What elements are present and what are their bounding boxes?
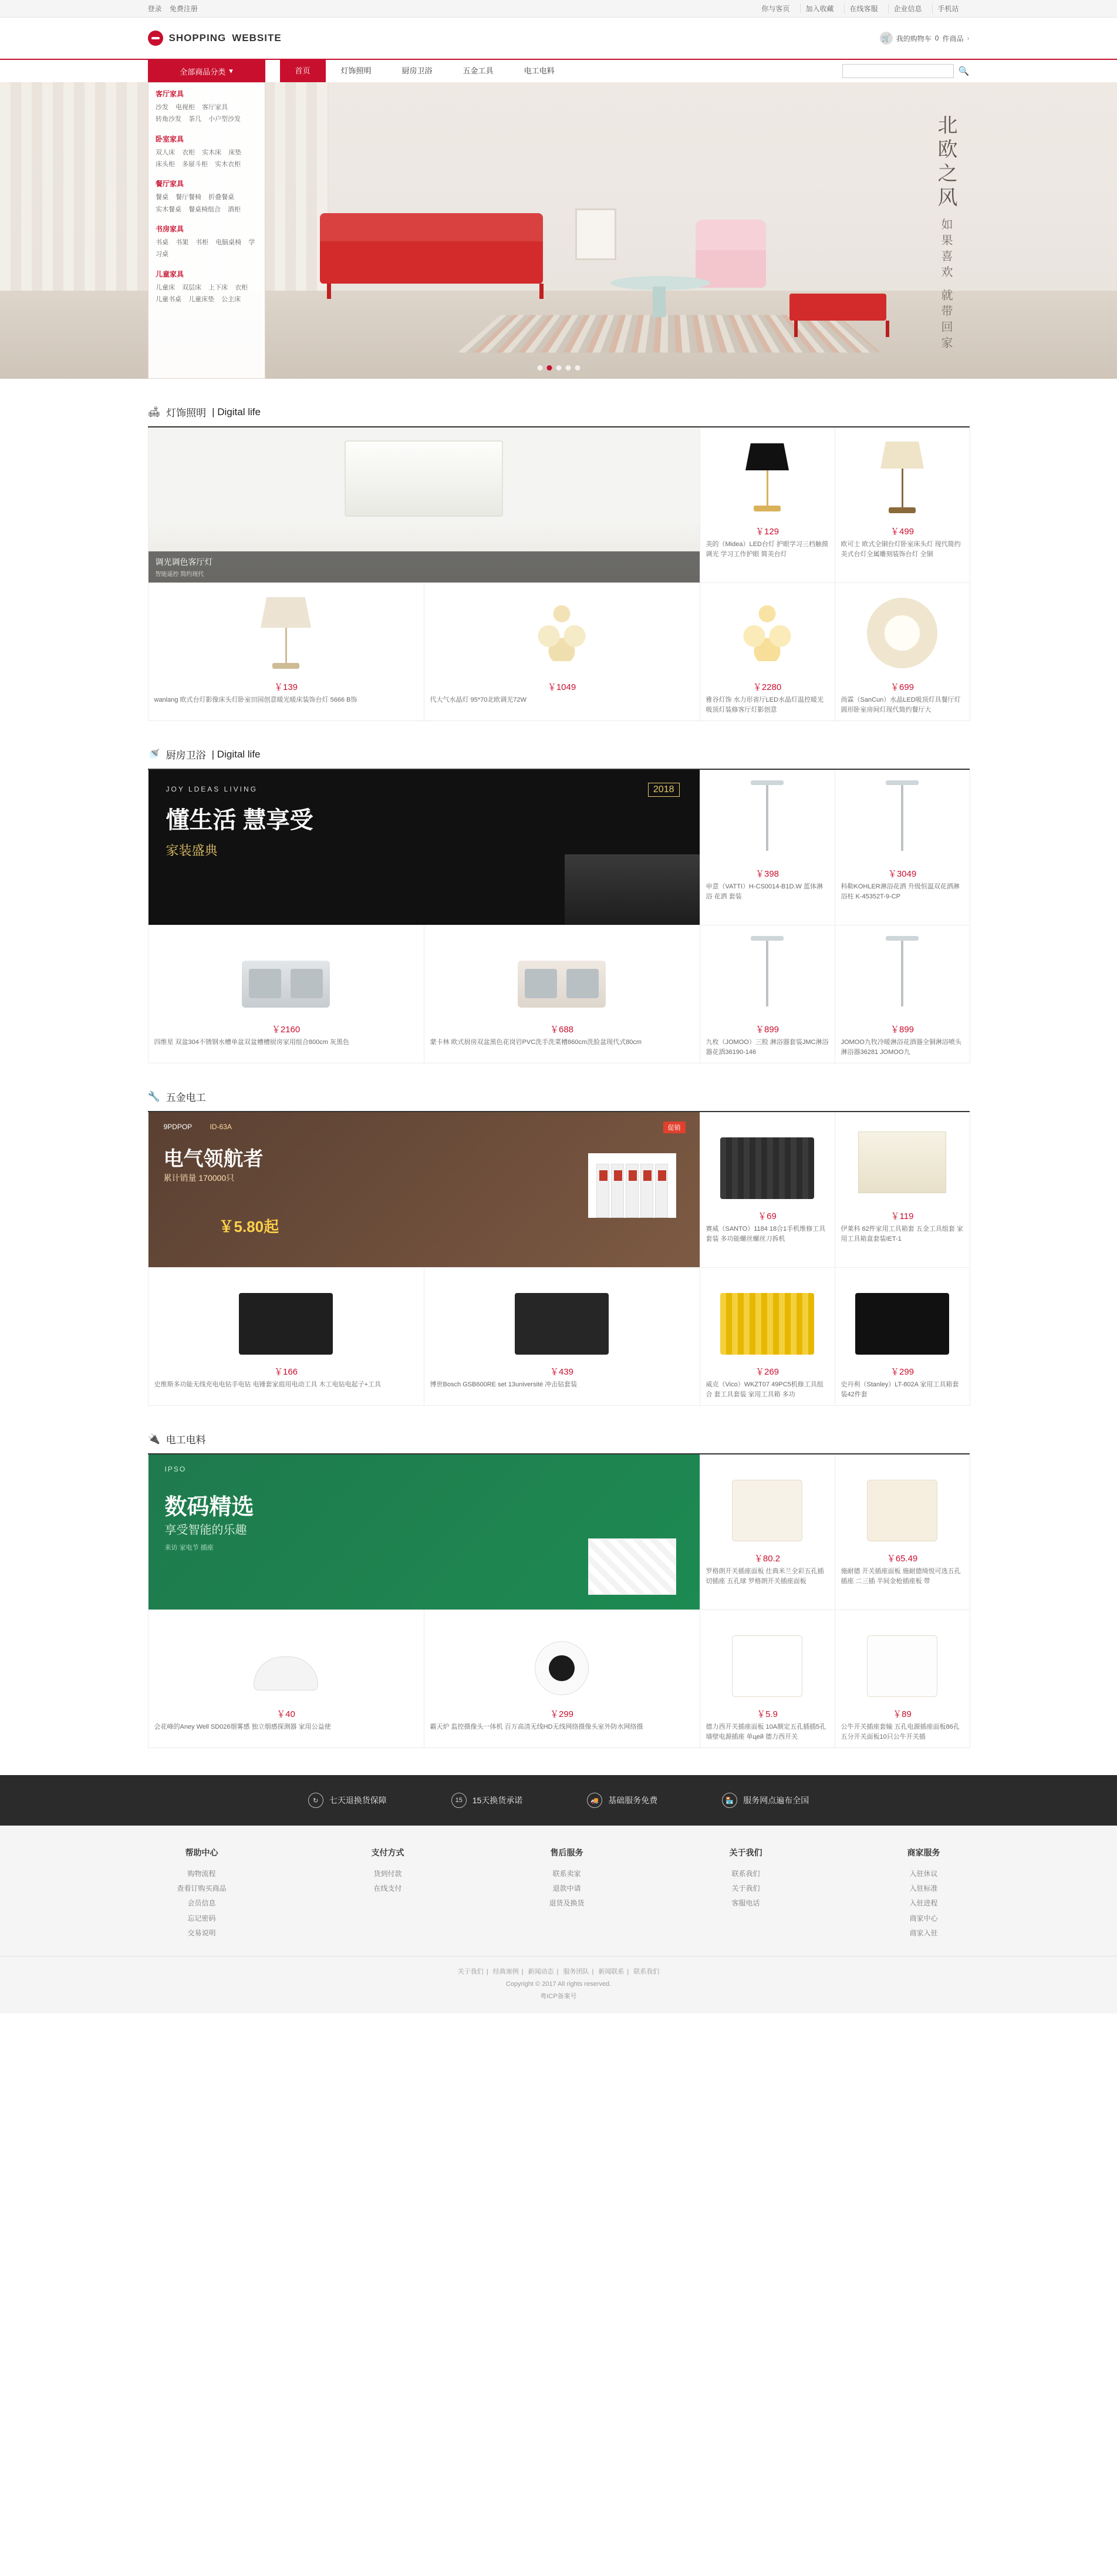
- footer-column-help: [177, 1847, 227, 1941]
- service-label: 七天退换货保障: [329, 1796, 387, 1805]
- section-header: [148, 1089, 970, 1112]
- logo-icon: [148, 31, 163, 46]
- hero-stool: [789, 294, 886, 321]
- product-description: 博世Bosch GSB600RE set 13université 冲击钻套装: [430, 1381, 578, 1388]
- login-link[interactable]: 登录: [147, 5, 162, 13]
- product-description: 美的（Midea）LED台灯 护眼学习三档触摸调光 学习工作护眼 简美台灯: [706, 541, 828, 558]
- product-image: [430, 1616, 694, 1704]
- category-link[interactable]: 床垫: [228, 149, 242, 156]
- footer-link[interactable]: 货到付款: [373, 1870, 402, 1878]
- product-image: [430, 589, 694, 677]
- footer-link[interactable]: 入驻进程: [909, 1899, 938, 1908]
- footer-column-payment: [372, 1847, 404, 1941]
- product-description: 施耐德 开关插座面板 施耐德绮悦可选五孔插座 二三插 半间金枪插座板 带: [841, 1568, 961, 1585]
- product-image: [430, 1274, 694, 1362]
- category-group-title: 卧室家具: [156, 134, 184, 143]
- product-price: ￥40: [276, 1709, 295, 1719]
- utility-link-mobile[interactable]: 手机站: [932, 4, 963, 14]
- product-price: ￥89: [893, 1709, 912, 1719]
- category-link[interactable]: 餐桌椅组合: [188, 206, 221, 213]
- product-price: ￥299: [890, 1367, 914, 1377]
- nav-item-home[interactable]: 首页: [280, 59, 326, 83]
- product-image: [154, 1274, 418, 1362]
- feature-tags: [165, 1543, 214, 1552]
- service-item[interactable]: [451, 1793, 523, 1808]
- footer-link[interactable]: 客服电话: [731, 1899, 760, 1908]
- bath-icon: 🚿: [147, 748, 160, 760]
- footer-column-about: [729, 1847, 762, 1941]
- product-description: 尚霖（SanCun）水晶LED吸顶灯具餐厅灯圆形卧室房间灯现代简约餐厅大: [841, 696, 961, 713]
- section-title: 电工电料: [166, 1435, 206, 1446]
- category-link[interactable]: 衣柜: [235, 284, 248, 291]
- utility-link-company[interactable]: 企业信息: [888, 4, 926, 14]
- footer-bottom-link[interactable]: 经典塞例: [492, 1968, 519, 1975]
- service-item[interactable]: [308, 1793, 387, 1808]
- footer-link[interactable]: 购物流程: [187, 1870, 216, 1878]
- category-link[interactable]: 学习桌: [156, 239, 255, 258]
- product-card[interactable]: [700, 770, 835, 925]
- section-kitchenbath: [148, 721, 970, 1063]
- feature-caption-sub: 智能遥控 简约现代: [155, 571, 204, 578]
- category-link[interactable]: 书柜: [195, 239, 209, 247]
- cart-icon: 🛒: [880, 32, 893, 45]
- feature-tag: 插座: [200, 1544, 214, 1551]
- category-link[interactable]: 儿童床垫: [188, 296, 215, 304]
- product-card[interactable]: [835, 427, 970, 583]
- footer-column-title: 支付方式: [371, 1848, 404, 1857]
- product-image: [706, 1274, 829, 1362]
- product-description: 科勒KOHLER淋浴花洒 升级恒温双花洒淋浴柱 K-45352T-9-CP: [841, 883, 960, 900]
- footer-column-title: 关于我们: [729, 1848, 762, 1857]
- footer-link[interactable]: 会员信息: [187, 1899, 216, 1908]
- hero-slogan: [926, 115, 964, 352]
- feature-caption-sub: 享受智能的乐趣: [164, 1524, 247, 1537]
- hero-picture-frame: [575, 208, 616, 260]
- footer-column-title: 商家服务: [907, 1848, 940, 1857]
- product-description: 雅谷灯饰 水力形省厅LED水晶灯温控暖光吸顶灯装修客厅灯影创意: [706, 696, 824, 713]
- cart-widget[interactable]: [880, 32, 970, 45]
- hero-slogan-main: 北欧之风: [934, 115, 957, 211]
- nav-item-kitchenbath[interactable]: 厨房卫浴: [401, 66, 433, 75]
- category-link[interactable]: 转角沙发: [156, 116, 181, 123]
- product-card[interactable]: [835, 1454, 970, 1610]
- product-card[interactable]: [424, 583, 700, 721]
- footer-bottom-link[interactable]: 关于我们: [457, 1968, 484, 1975]
- site-header: [0, 18, 1117, 59]
- nav-item-lighting[interactable]: 灯饰照明: [340, 66, 372, 75]
- product-description: 欧可士 欧式全铜台灯卧室床头灯 现代简约美式台灯全属雕刻装饰台灯 全铜: [841, 541, 961, 558]
- footer-link[interactable]: 商家中心: [909, 1914, 938, 1922]
- category-link[interactable]: 沙发: [156, 104, 168, 111]
- product-price: ￥166: [274, 1367, 298, 1377]
- hero-banner[interactable]: [0, 82, 1117, 379]
- category-link[interactable]: 实木衣柜: [215, 161, 241, 169]
- product-price: ￥1049: [547, 682, 576, 692]
- product-price: ￥139: [274, 682, 298, 692]
- footer-link[interactable]: 入驻标准: [909, 1884, 938, 1893]
- product-card[interactable]: [835, 925, 970, 1063]
- footer-column-title: 售后服务: [550, 1848, 583, 1857]
- category-link[interactable]: 折叠餐桌: [208, 194, 235, 201]
- cart-label: 我的购物车: [896, 34, 932, 43]
- utility-link-home[interactable]: 你与客页: [761, 5, 790, 13]
- product-price: ￥439: [549, 1367, 574, 1377]
- product-image: [706, 1616, 829, 1704]
- product-card[interactable]: [149, 583, 424, 721]
- store-icon: 🏪: [722, 1793, 737, 1808]
- cart-count: 0: [934, 34, 939, 42]
- category-link[interactable]: 公主床: [221, 296, 241, 304]
- product-image: [154, 931, 418, 1019]
- chevron-right-icon: ›: [967, 34, 970, 42]
- product-card[interactable]: [835, 770, 970, 925]
- carousel-dot[interactable]: [575, 365, 580, 371]
- product-grid: [148, 427, 970, 721]
- category-group-title: 客厅家具: [156, 90, 184, 98]
- hero-coffee-table: [610, 276, 710, 290]
- product-card[interactable]: [700, 427, 835, 583]
- category-group-title: 书房家具: [156, 225, 184, 234]
- truck-icon: 🚚: [587, 1793, 602, 1808]
- feature-banner-hardware[interactable]: [149, 1112, 700, 1268]
- category-link[interactable]: 餐桌: [156, 194, 168, 201]
- feature-brand: 9PDPOP: [163, 1123, 193, 1131]
- product-description: 史丹利（Stanley）LT-802A 家用工具箱套装42件套: [841, 1381, 959, 1398]
- carousel-dot[interactable]: [565, 365, 571, 371]
- product-price: ￥69: [758, 1211, 777, 1221]
- category-group-title: 儿童家具: [156, 270, 184, 278]
- product-card[interactable]: [424, 1610, 700, 1748]
- product-card[interactable]: [835, 1112, 970, 1268]
- service-item[interactable]: [587, 1793, 657, 1808]
- main-nav: [0, 59, 1117, 82]
- footer-column-aftersales: [549, 1847, 584, 1941]
- utility-link-service[interactable]: 在线客服: [844, 4, 882, 14]
- category-link[interactable]: 实木餐桌: [156, 206, 181, 213]
- category-link[interactable]: 书桌: [156, 239, 168, 247]
- feature-caption-text: 电气领航者: [163, 1148, 264, 1170]
- product-description: wanlang 欧式台灯影像床头灯卧室田园创意暖光暖床装饰台灯 5666 B饰: [154, 696, 357, 703]
- logo[interactable]: [148, 31, 282, 46]
- product-image: [841, 433, 964, 521]
- product-description: 德力西开关插座面板 10A额定五孔插插5孔墙壁电源插座 单цей 德力西开关: [706, 1723, 826, 1740]
- section-header: [148, 405, 970, 427]
- product-image: [841, 1274, 964, 1362]
- category-group: [156, 134, 258, 171]
- copyright-text: Copyright © 2017 All rights reserved.: [505, 1980, 612, 1988]
- product-price: ￥2280: [752, 682, 782, 692]
- feature-caption-text: 调光调色客厅灯: [155, 557, 213, 567]
- product-price: ￥119: [890, 1211, 914, 1221]
- product-description: 史维斯多功能无线充电电钻手电钻 电锤套家庭用电动工具 木工电钻电起子+工具: [154, 1381, 382, 1388]
- utility-bar-left: [148, 4, 204, 14]
- footer-columns: [177, 1847, 940, 1941]
- category-link[interactable]: 双人床: [156, 149, 175, 156]
- product-price: ￥129: [755, 527, 779, 537]
- category-link[interactable]: 衣柜: [182, 149, 195, 156]
- product-description: 会花峰的Aney Well SD026烟雾感 独立烟感探测器 家用公益使: [154, 1723, 331, 1730]
- feature-banner-lighting[interactable]: [149, 427, 700, 583]
- category-links: [156, 102, 258, 126]
- product-image: [841, 931, 964, 1019]
- product-description: 罗格朗开关插座面板 仕典米兰全彩五孔插切插座 五孔球 罗格朗开关插座面板: [706, 1568, 824, 1585]
- feature-banner-kitchenbath[interactable]: [149, 770, 700, 925]
- section-title: 五金电工: [166, 1092, 206, 1103]
- feature-banner-sub: 家装盛典: [166, 843, 218, 858]
- product-description: JOMOO九牧冷暖淋浴花酒器全铜淋浴喷头淋浴器36281 JOMOO九: [841, 1039, 961, 1056]
- return-icon: ↻: [308, 1793, 323, 1808]
- product-price: ￥899: [890, 1025, 914, 1035]
- product-image: [841, 1460, 964, 1548]
- product-description: 四维星 双盆304不锈钢水槽单盆双盆槽槽厨房家用组合800cm 灰黑色: [154, 1039, 349, 1046]
- logo-text: SHOPPING: [168, 32, 227, 43]
- category-group: [156, 224, 258, 261]
- service-label: 15天换货承诺: [472, 1796, 523, 1805]
- category-link[interactable]: 多屉斗柜: [182, 161, 208, 169]
- category-link[interactable]: 客厅家具: [202, 104, 228, 111]
- calendar-icon: 15: [451, 1793, 467, 1808]
- product-price: ￥269: [755, 1367, 779, 1377]
- chevron-down-icon: ▾: [229, 66, 233, 75]
- all-categories-label: 全部商品分类: [180, 67, 226, 76]
- product-price: ￥688: [549, 1025, 574, 1035]
- service-label: 服务网点遍布全国: [743, 1796, 809, 1805]
- footer-link[interactable]: 忘记密码: [187, 1914, 216, 1922]
- product-image: [154, 589, 418, 677]
- feature-caption-sub: 累计销量 170000只: [163, 1173, 235, 1183]
- feature-brand: IPSO: [164, 1465, 187, 1473]
- category-links: [156, 282, 258, 306]
- category-link[interactable]: 电视柜: [176, 104, 195, 111]
- product-image: [706, 931, 829, 1019]
- footer-column-merchant: [907, 1847, 940, 1941]
- carousel-dot[interactable]: [556, 365, 561, 371]
- section-electrical: [148, 1406, 970, 1748]
- footer-column-title: 帮助中心: [185, 1848, 218, 1857]
- footer-bottom: [0, 1956, 1117, 2003]
- product-description: 伊莱科 62件家用工具箱套 五金工具组套 家用工具箱盒套装IET-1: [841, 1225, 963, 1242]
- feature-price-tag: ￥5.80起: [218, 1218, 279, 1235]
- product-image: [706, 1460, 829, 1548]
- footer-link[interactable]: 关于我们: [731, 1884, 760, 1893]
- category-link[interactable]: 儿童书桌: [156, 296, 181, 304]
- product-card[interactable]: [700, 925, 835, 1063]
- product-image: [841, 1118, 964, 1206]
- section-hardware: [148, 1063, 970, 1406]
- product-description: 公牛开关插座套输 五孔电源插座面板86孔五分开关面板10只公牛开关插: [841, 1723, 960, 1740]
- product-price: ￥899: [755, 1025, 779, 1035]
- feature-model: ID-63A: [210, 1123, 232, 1131]
- product-image: [430, 931, 694, 1019]
- category-link[interactable]: 书架: [176, 239, 189, 247]
- category-group: [156, 269, 258, 306]
- feature-banner-electrical[interactable]: [149, 1454, 700, 1610]
- product-price: ￥2160: [271, 1025, 301, 1035]
- service-item[interactable]: [722, 1793, 809, 1808]
- product-card[interactable]: [835, 1268, 970, 1406]
- category-links: [156, 147, 258, 171]
- nav-item-hardware[interactable]: 五金工具: [463, 66, 494, 75]
- category-link[interactable]: 酒柜: [228, 206, 241, 213]
- all-categories-button[interactable]: [148, 59, 265, 83]
- product-image: [841, 776, 964, 864]
- section-header: [148, 1432, 970, 1454]
- product-price: ￥699: [890, 682, 914, 692]
- plug-icon: 🔌: [147, 1433, 160, 1444]
- footer-bottom-links: 关于我们 | 经典塞例 | 新闻动态 | 服务团队 | 新闻联系 | 联系我们: [457, 1968, 660, 1975]
- product-image: [706, 1118, 829, 1206]
- utility-bar-right: [757, 4, 969, 14]
- section-title: 灯饰照明: [166, 408, 207, 419]
- icp-record: 粤ICP备案号: [540, 1992, 577, 2000]
- feature-banner-year: 2018: [648, 783, 680, 797]
- category-link[interactable]: 实木床: [202, 149, 222, 156]
- product-description: 代大气水晶灯 95*70北欧调光72W: [430, 696, 527, 703]
- footer-link[interactable]: 商家入驻: [909, 1928, 938, 1937]
- feature-caption: [149, 551, 700, 582]
- product-image: [841, 589, 964, 677]
- product-grid: [148, 1454, 970, 1748]
- section-header: [148, 747, 970, 770]
- utility-bar: [0, 0, 1117, 18]
- product-card[interactable]: [149, 925, 424, 1063]
- nav-item-electrical[interactable]: 电工电料: [524, 66, 555, 75]
- product-image: [841, 1616, 964, 1704]
- product-image: [706, 776, 829, 864]
- product-description: 威克（Vico）WKZT07 49PC5机修工具组合 套工具套装 家用工具箱 多功: [706, 1381, 824, 1398]
- product-card[interactable]: [700, 1268, 835, 1406]
- product-card[interactable]: [700, 1454, 835, 1610]
- search-icon[interactable]: 🔍: [958, 66, 970, 76]
- footer-link[interactable]: 联系我们: [731, 1870, 760, 1878]
- product-price: ￥299: [549, 1709, 574, 1719]
- category-group: [156, 89, 258, 126]
- hero-slogan-sub: 如果喜欢 就带回家: [939, 218, 952, 353]
- category-link[interactable]: 上下床: [208, 284, 228, 291]
- product-image: [154, 1616, 418, 1704]
- product-card[interactable]: [700, 1112, 835, 1268]
- product-card[interactable]: [149, 1610, 424, 1748]
- footer-bottom-link[interactable]: 新闻动态: [528, 1968, 554, 1975]
- category-group: [156, 179, 258, 215]
- category-link[interactable]: 电脑桌椅: [215, 239, 242, 247]
- carousel-dots[interactable]: [537, 365, 580, 371]
- product-price: ￥499: [890, 527, 914, 537]
- carousel-dot[interactable]: [537, 365, 542, 371]
- category-link[interactable]: 双层床: [182, 284, 202, 291]
- service-strip: [0, 1775, 1117, 1826]
- feature-banner-headline: 懂生活 慧享受: [166, 807, 313, 833]
- product-description: 九枚（JOMOO）三股 淋浴器套装JMC淋浴器花酒36190-146: [706, 1039, 829, 1056]
- footer-bottom-link[interactable]: 新闻联系: [598, 1968, 625, 1975]
- section-lighting: [148, 379, 970, 721]
- product-price: ￥5.9: [757, 1709, 778, 1719]
- product-price: ￥398: [755, 869, 779, 879]
- logo-subtext: WEBSITE: [232, 32, 282, 43]
- product-card[interactable]: [835, 583, 970, 721]
- footer-bottom-link[interactable]: 联系我们: [633, 1968, 660, 1975]
- section-title-en: | Digital life: [211, 748, 261, 760]
- product-card[interactable]: [700, 1610, 835, 1748]
- site-footer: [0, 1826, 1117, 2013]
- category-group-title: 餐厅家具: [156, 180, 184, 188]
- section-title: 厨房卫浴: [166, 750, 206, 761]
- category-link[interactable]: 茶几: [188, 116, 202, 123]
- product-card[interactable]: [835, 1610, 970, 1748]
- product-description: 霸天炉 监控摄像头一体机 百万高清无线HD无线网络摄像头室外防水网络摄: [430, 1723, 643, 1730]
- footer-link[interactable]: 退货及换货: [549, 1899, 585, 1908]
- product-card[interactable]: [700, 583, 835, 721]
- section-title-en: | Digital life: [212, 406, 261, 417]
- search-box: [842, 59, 970, 83]
- utility-link-favorite[interactable]: 加入收藏: [800, 4, 838, 14]
- product-card[interactable]: [424, 925, 700, 1063]
- hero-sofa: [320, 238, 543, 284]
- feature-tag: 家电节: [179, 1544, 199, 1551]
- category-panel: [148, 82, 265, 379]
- nav-items: [280, 59, 570, 83]
- product-price: ￥3049: [887, 869, 917, 879]
- category-link[interactable]: 餐厅餐椅: [176, 194, 202, 201]
- product-grid: [148, 770, 970, 1063]
- feature-banner-en: JOY LDEAS LIVING: [166, 785, 258, 793]
- footer-link[interactable]: 联系卖家: [552, 1870, 581, 1878]
- feature-caption-text: 数码精选: [164, 1495, 254, 1520]
- footer-link[interactable]: 交易说明: [187, 1928, 216, 1937]
- footer-link[interactable]: 在线支付: [373, 1884, 402, 1893]
- footer-link[interactable]: 退款中请: [552, 1884, 581, 1893]
- lamp-icon: 🛋: [147, 406, 161, 417]
- tool-icon: 🔧: [147, 1090, 160, 1102]
- cart-unit: 件商品: [942, 34, 964, 43]
- product-description: 蒙卡林 欧式厨房双盆黑色花岗岩PVC洗手洗菜槽860cm洗脸盆现代式80cm: [430, 1039, 642, 1046]
- product-grid: [148, 1112, 970, 1406]
- category-links: [156, 191, 258, 215]
- product-description: 申意（VATTI）H-CS0014-B1D.W 蓝体淋浴 花洒 套装: [706, 883, 823, 900]
- footer-link[interactable]: 入驻休议: [909, 1870, 938, 1878]
- product-image: [706, 433, 829, 521]
- register-link[interactable]: 免费注册: [169, 5, 198, 13]
- product-image: [706, 589, 829, 677]
- product-price: ￥65.49: [886, 1554, 918, 1564]
- footer-link[interactable]: 查看订购买商品: [177, 1884, 227, 1893]
- product-description: 赛威（SANTO）1184 18合1手机维修工具套装 多功能螺丝螺丝刀拆机: [706, 1225, 826, 1242]
- carousel-dot-active[interactable]: [546, 365, 552, 371]
- footer-bottom-link[interactable]: 服务团队: [563, 1968, 589, 1975]
- category-link[interactable]: 小户型沙发: [208, 116, 241, 123]
- category-link[interactable]: 床头柜: [156, 161, 175, 169]
- product-card[interactable]: [424, 1268, 700, 1406]
- product-card[interactable]: [149, 1268, 424, 1406]
- feature-tag: 来访: [164, 1544, 178, 1551]
- category-link[interactable]: 儿童床: [156, 284, 175, 291]
- category-links: [156, 237, 258, 261]
- search-input[interactable]: [842, 64, 954, 78]
- feature-badge: 促销: [663, 1122, 686, 1133]
- service-label: 基础服务免费: [608, 1796, 658, 1805]
- product-price: ￥80.2: [754, 1554, 781, 1564]
